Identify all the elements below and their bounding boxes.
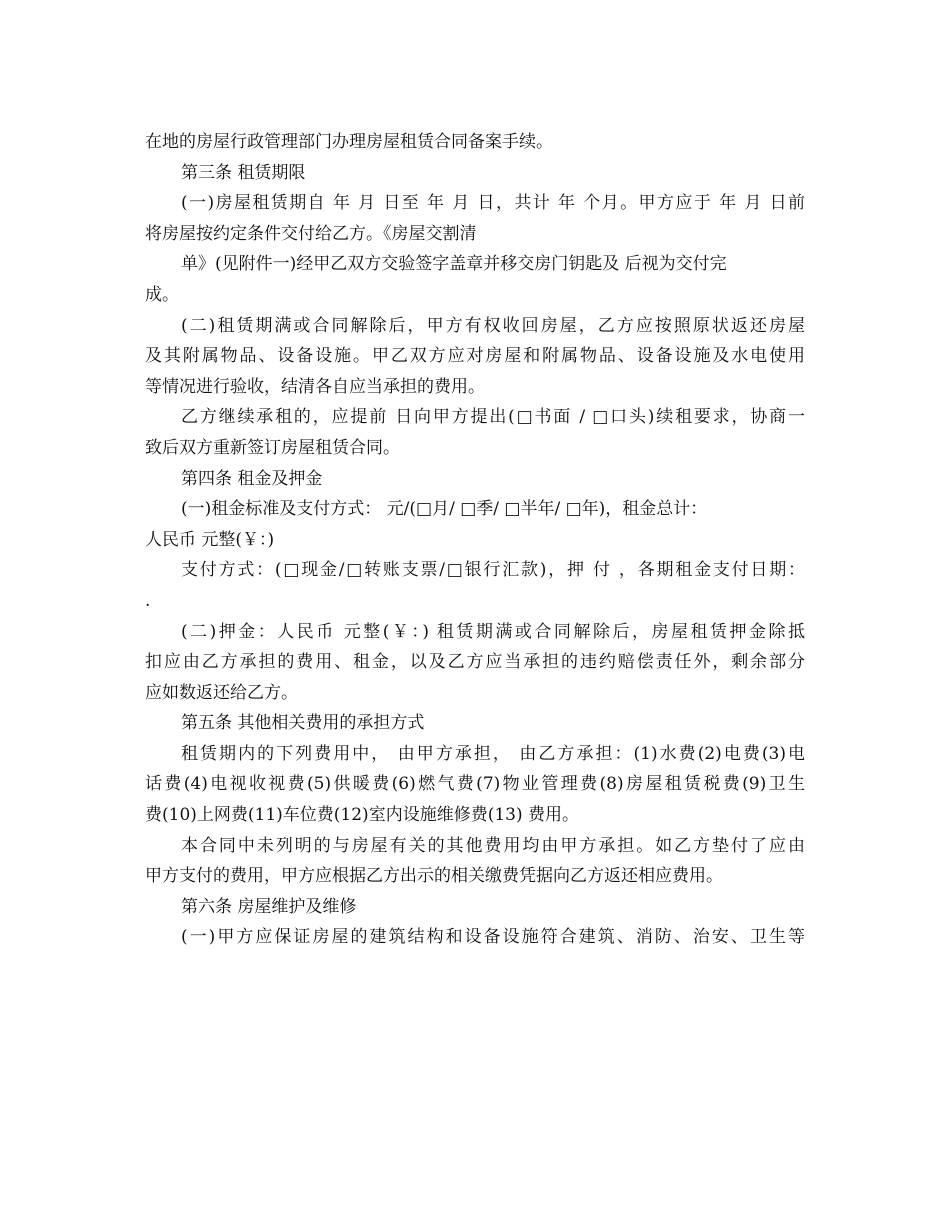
text-line: 乙方继续承租的，应提前 日向甲方提出(□书面 / □口头)续租要求，协商一 [181,407,805,428]
text-line: 话费(4)电视收视费(5)供暖费(6)燃气费(7)物业管理费(8)房屋租赁税费(9)卫生 [145,774,805,795]
text-line: 甲方支付的费用，甲方应根据乙方出示的相关缴费凭据向乙方返还相应费用。 [145,866,723,887]
text-line: (一)甲方应保证房屋的建筑结构和设备设施符合建筑、消防、治安、卫生等 [181,927,805,948]
text-line: (一)房屋租赁期自 年 月 日至 年 月 日，共计 年 个月。甲方应于 年 月 日前 [181,193,805,214]
text-line: (二)押金：人民币 元整(￥：) 租赁期满或合同解除后，房屋租赁押金除抵 [181,621,805,642]
text-line: (一)租金标准及支付方式： 元/(□月/ □季/ □半年/ □年)，租金总计： [181,499,708,520]
text-line: (二)租赁期满或合同解除后，甲方有权收回房屋，乙方应按照原状返还房屋 [181,315,805,336]
text-line: 致后双方重新签订房屋租赁合同。 [145,437,400,458]
section-heading: 第六条 房屋维护及维修 [181,896,357,917]
section-heading: 第四条 租金及押金 [181,468,323,489]
text-line: . [145,590,151,611]
text-line: 费(10)上网费(11)车位费(12)室内设施维修费(13) 费用。 [145,805,579,826]
text-line: 租赁期内的下列费用中， 由甲方承担， 由乙方承担：(1)水费(2)电费(3)电 [181,743,805,764]
text-line: 单》(见附件一)经甲乙双方交验签字盖章并移交房门钥匙及 后视为交付完 [181,254,727,275]
text-line: 人民币 元整(￥：) [145,529,275,550]
text-line: 本合同中未列明的与房屋有关的其他费用均由甲方承担。如乙方垫付了应由 [181,835,805,856]
text-line: 应如数返还给乙方。 [145,682,298,703]
text-line: 将房屋按约定条件交付给乙方。《房屋交割清 [145,223,477,244]
text-line: 成。 [145,284,179,305]
section-heading: 第三条 租赁期限 [181,162,306,183]
text-line: 等情况进行验收，结清各自应当承担的费用。 [145,376,485,397]
text-line: 支付方式：(□现金/□转账支票/□银行汇款)，押 付 ，各期租金支付日期： [181,560,805,581]
text-line: 在地的房屋行政管理部门办理房屋租赁合同备案手续。 [145,132,553,152]
section-heading: 第五条 其他相关费用的承担方式 [181,713,425,734]
document-body [145,127,805,953]
text-line: 扣应由乙方承担的费用、租金，以及乙方应当承担的违约赔偿责任外，剩余部分 [145,652,805,673]
text-line: 及其附属物品、设备设施。甲乙双方应对房屋和附属物品、设备设施及水电使用 [145,346,805,367]
